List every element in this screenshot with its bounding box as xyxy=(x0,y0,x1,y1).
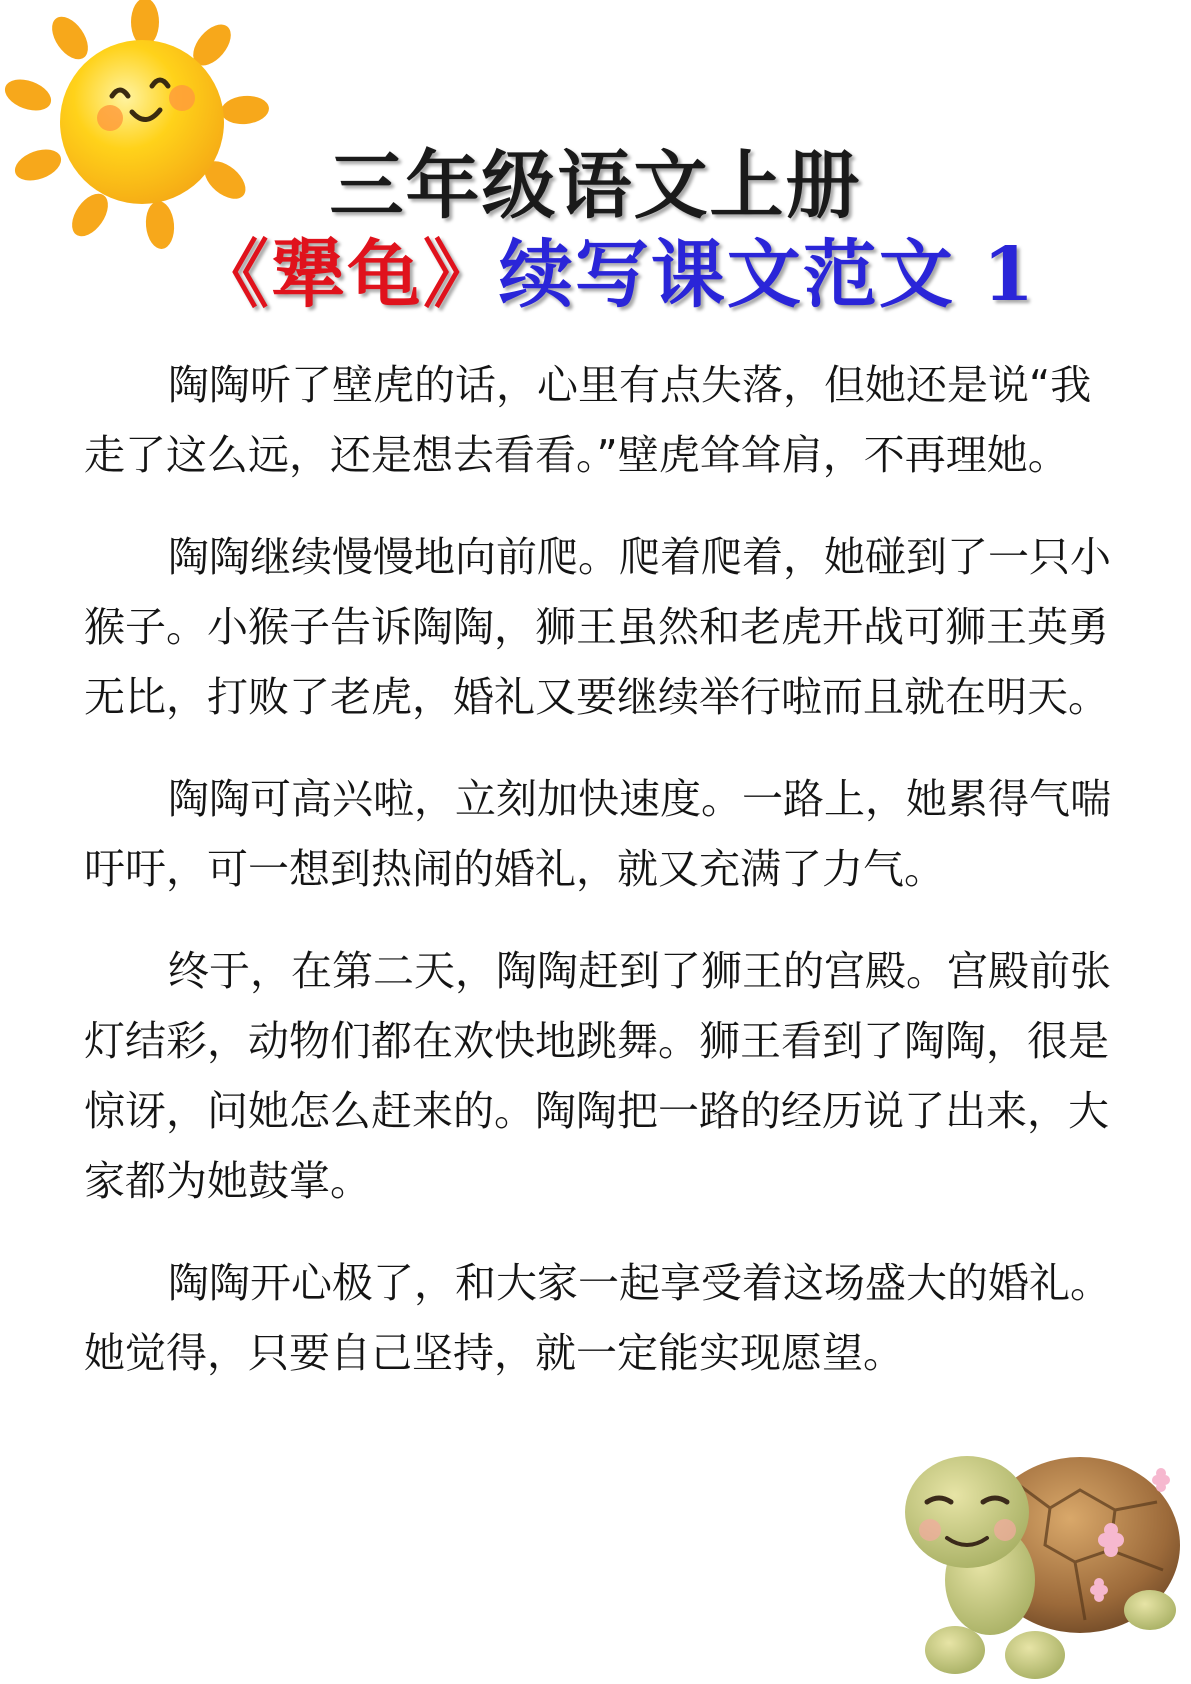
title-line-1: 三年级语文上册 xyxy=(329,143,862,229)
essay-body xyxy=(84,350,1114,1420)
paragraph-1: 陶陶听了壁虎的话，心里有点失落，但她还是说“我走了这么远，还是想去看看。”壁虎耸耸肩，不再理她。 xyxy=(84,361,1092,479)
title-subtitle: 续写课文范文 1 xyxy=(498,232,1037,318)
paragraph-3: 陶陶可高兴啦，立刻加快速度。一路上，她累得气喘吁吁，可一想到热闹的婚礼，就又充满了力气。 xyxy=(84,775,1111,893)
paragraph-4: 终于，在第二天，陶陶赶到了狮王的宫殿。宫殿前张灯结彩，动物们都在欢快地跳舞。狮王看到了陶陶，很是惊讶，问她怎么赶来的。陶陶把一路的经历说了出来，大家都为她鼓掌。 xyxy=(84,947,1111,1205)
page-title xyxy=(0,145,1191,317)
title-line-2 xyxy=(0,233,1191,317)
cartoon-turtle-icon xyxy=(895,1440,1191,1684)
paragraph-5: 陶陶开心极了，和大家一起享受着这场盛大的婚礼。她觉得，只要自己坚持，就一定能实现愿望。 xyxy=(84,1259,1111,1377)
paragraph-2: 陶陶继续慢慢地向前爬。爬着爬着，她碰到了一只小猴子。小猴子告诉陶陶，狮王虽然和老虎开战可狮王英勇无比，打败了老虎，婚礼又要继续举行啦而且就在明天。 xyxy=(84,533,1111,721)
title-book-name: 《犟龟》 xyxy=(194,232,499,318)
